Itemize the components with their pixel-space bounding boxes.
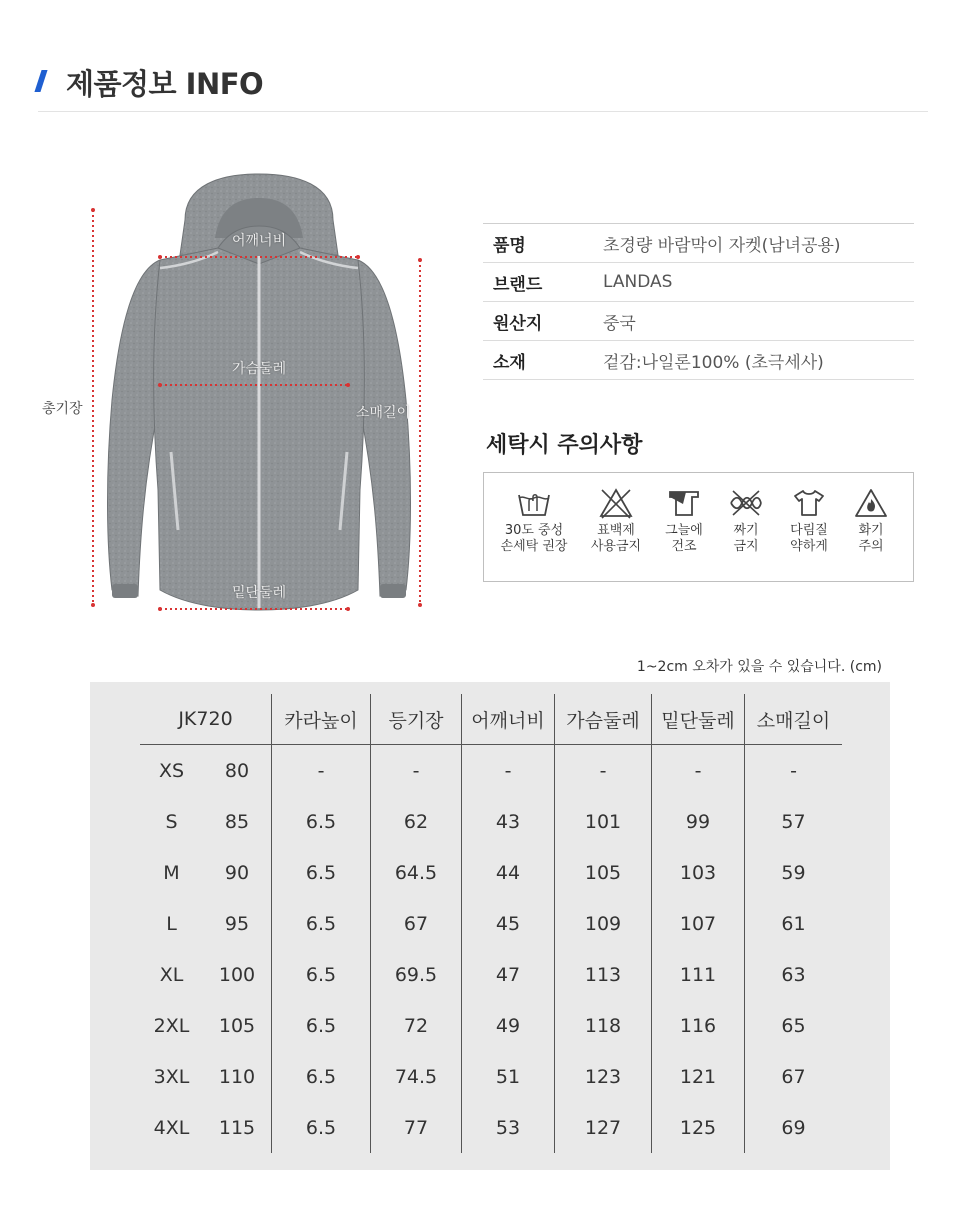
measurement-cell: - bbox=[555, 745, 652, 797]
measurement-cell: 53 bbox=[462, 1102, 555, 1153]
table-row bbox=[140, 1102, 842, 1153]
wash-text: 화기 주의 bbox=[858, 523, 884, 554]
size-table-panel bbox=[90, 682, 890, 1170]
size-number-cell: 105 bbox=[203, 1000, 272, 1051]
measurement-cell: 61 bbox=[781, 912, 806, 935]
wash-text: 짜기 금지 bbox=[733, 523, 759, 554]
fire-caution-icon bbox=[853, 487, 889, 519]
wash-text: 다림질 약하게 bbox=[790, 523, 828, 554]
measurement-cell: 64.5 bbox=[371, 847, 462, 898]
measurement-cell: 62 bbox=[371, 796, 462, 847]
info-row bbox=[483, 263, 914, 302]
tolerance-note: 1~2cm 오차가 있을 수 있습니다. (cm) bbox=[636, 659, 882, 675]
measurement-cell: 45 bbox=[462, 898, 555, 949]
measurement-cell: 127 bbox=[555, 1102, 652, 1153]
total-length-label: 총기장 bbox=[42, 401, 83, 417]
size-number-cell: 115 bbox=[203, 1102, 272, 1153]
measurement-cell: - bbox=[371, 745, 462, 797]
measurement-cell: - bbox=[272, 745, 371, 797]
size-table bbox=[140, 694, 842, 1153]
table-row bbox=[140, 949, 842, 1000]
column-header: 등기장 bbox=[371, 694, 462, 745]
measurement-cell: 72 bbox=[371, 1000, 462, 1051]
wash-text: 그늘에 건조 bbox=[665, 523, 703, 554]
measurement-cell: 109 bbox=[555, 898, 652, 949]
size-cell: M bbox=[163, 861, 180, 884]
table-row bbox=[140, 898, 842, 949]
title-slash-icon bbox=[34, 70, 47, 92]
measurement-cell: - bbox=[790, 759, 797, 782]
size-cell: 2XL bbox=[153, 1014, 190, 1037]
measurement-cell: 6.5 bbox=[272, 1000, 371, 1051]
shoulder-label: 어깨너비 bbox=[232, 233, 287, 249]
measurement-cell: 113 bbox=[555, 949, 652, 1000]
header-divider bbox=[38, 111, 928, 112]
measurement-cell: 6.5 bbox=[272, 796, 371, 847]
measurement-cell: 6.5 bbox=[272, 1051, 371, 1102]
measurement-cell: 6.5 bbox=[272, 949, 371, 1000]
measurement-cell: 105 bbox=[555, 847, 652, 898]
shade-dry-icon bbox=[666, 487, 702, 519]
measurement-cell: 43 bbox=[462, 796, 555, 847]
info-value: LANDAS bbox=[603, 272, 673, 292]
measurement-cell: 125 bbox=[652, 1102, 745, 1153]
measurement-cell: 67 bbox=[371, 898, 462, 949]
measurement-cell: 6.5 bbox=[272, 898, 371, 949]
size-number-cell: 95 bbox=[203, 898, 272, 949]
measurement-cell: 44 bbox=[462, 847, 555, 898]
measurement-cell: 99 bbox=[652, 796, 745, 847]
size-cell: XS bbox=[158, 759, 185, 782]
iron-low-icon bbox=[791, 487, 827, 519]
size-number-cell: 90 bbox=[203, 847, 272, 898]
size-cell: 4XL bbox=[153, 1116, 190, 1139]
size-number-cell: 80 bbox=[203, 745, 272, 797]
measurement-cell: 65 bbox=[781, 1014, 806, 1037]
chest-label: 가슴둘레 bbox=[232, 361, 287, 377]
measurement-cell: 59 bbox=[781, 861, 806, 884]
size-cell: S bbox=[165, 810, 178, 833]
measurement-cell: 67 bbox=[781, 1065, 806, 1088]
page-title: 제품정보 INFO bbox=[66, 67, 264, 101]
measurement-cell: 47 bbox=[462, 949, 555, 1000]
measurement-cell: 116 bbox=[652, 1000, 745, 1051]
measurement-cell: 118 bbox=[555, 1000, 652, 1051]
column-header: 소매길이 bbox=[745, 694, 843, 745]
column-header: 가슴둘레 bbox=[555, 694, 652, 745]
size-number-cell: 110 bbox=[203, 1051, 272, 1102]
wash-item bbox=[831, 487, 911, 555]
wash-text: 표백제 사용금지 bbox=[590, 523, 642, 554]
size-number-cell: 100 bbox=[203, 949, 272, 1000]
column-header: 카라높이 bbox=[272, 694, 371, 745]
info-value: 초경량 바람막이 자켓(남녀공용) bbox=[603, 235, 841, 256]
info-row bbox=[483, 302, 914, 341]
measurement-cell: 103 bbox=[652, 847, 745, 898]
table-row bbox=[140, 1000, 842, 1051]
info-value: 겉감:나일론100% (초극세사) bbox=[603, 352, 824, 373]
measurement-cell: 121 bbox=[652, 1051, 745, 1102]
no-wring-icon bbox=[728, 487, 764, 519]
measurement-cell: 6.5 bbox=[272, 847, 371, 898]
table-row bbox=[140, 847, 842, 898]
column-header: 어깨너비 bbox=[462, 694, 555, 745]
wash-text: 30도 중성 손세탁 권장 bbox=[500, 523, 568, 554]
measurement-cell: 69 bbox=[781, 1116, 806, 1139]
measurement-cell: 51 bbox=[462, 1051, 555, 1102]
measurement-cell: 107 bbox=[652, 898, 745, 949]
measurement-cell: 101 bbox=[555, 796, 652, 847]
washing-box bbox=[483, 472, 914, 582]
size-table-header bbox=[140, 694, 842, 745]
table-row bbox=[140, 745, 842, 797]
measurement-cell: 57 bbox=[781, 810, 806, 833]
info-row bbox=[483, 224, 914, 263]
info-key: 원산지 bbox=[493, 313, 543, 334]
info-row bbox=[483, 341, 914, 380]
washing-title: 세탁시 주의사항 bbox=[486, 433, 643, 458]
measurement-cell: 123 bbox=[555, 1051, 652, 1102]
no-bleach-icon bbox=[598, 487, 634, 519]
size-number-cell: 85 bbox=[203, 796, 272, 847]
table-row bbox=[140, 1051, 842, 1102]
jacket-image bbox=[40, 160, 440, 620]
table-row bbox=[140, 796, 842, 847]
hem-label: 밑단둘레 bbox=[232, 585, 287, 601]
column-header: 밑단둘레 bbox=[652, 694, 745, 745]
measurement-cell: 77 bbox=[371, 1102, 462, 1153]
measurement-cell: - bbox=[652, 745, 745, 797]
measurement-cell: - bbox=[462, 745, 555, 797]
measurement-cell: 6.5 bbox=[272, 1102, 371, 1153]
model-header: JK720 bbox=[140, 694, 272, 745]
product-info-table bbox=[483, 223, 914, 380]
sleeve-label: 소매길이 bbox=[356, 405, 411, 421]
info-value: 중국 bbox=[603, 313, 636, 334]
info-key: 품명 bbox=[493, 235, 526, 256]
info-key: 브랜드 bbox=[493, 274, 543, 295]
wash-30-icon bbox=[516, 487, 552, 519]
measurement-cell: 69.5 bbox=[371, 949, 462, 1000]
measurement-cell: 49 bbox=[462, 1000, 555, 1051]
measurement-cell: 111 bbox=[652, 949, 745, 1000]
info-key: 소재 bbox=[493, 352, 526, 373]
size-cell: 3XL bbox=[153, 1065, 190, 1088]
size-cell: L bbox=[166, 912, 177, 935]
measurement-cell: 63 bbox=[781, 963, 806, 986]
wash-item bbox=[494, 487, 574, 555]
measurement-cell: 74.5 bbox=[371, 1051, 462, 1102]
size-cell: XL bbox=[159, 963, 184, 986]
